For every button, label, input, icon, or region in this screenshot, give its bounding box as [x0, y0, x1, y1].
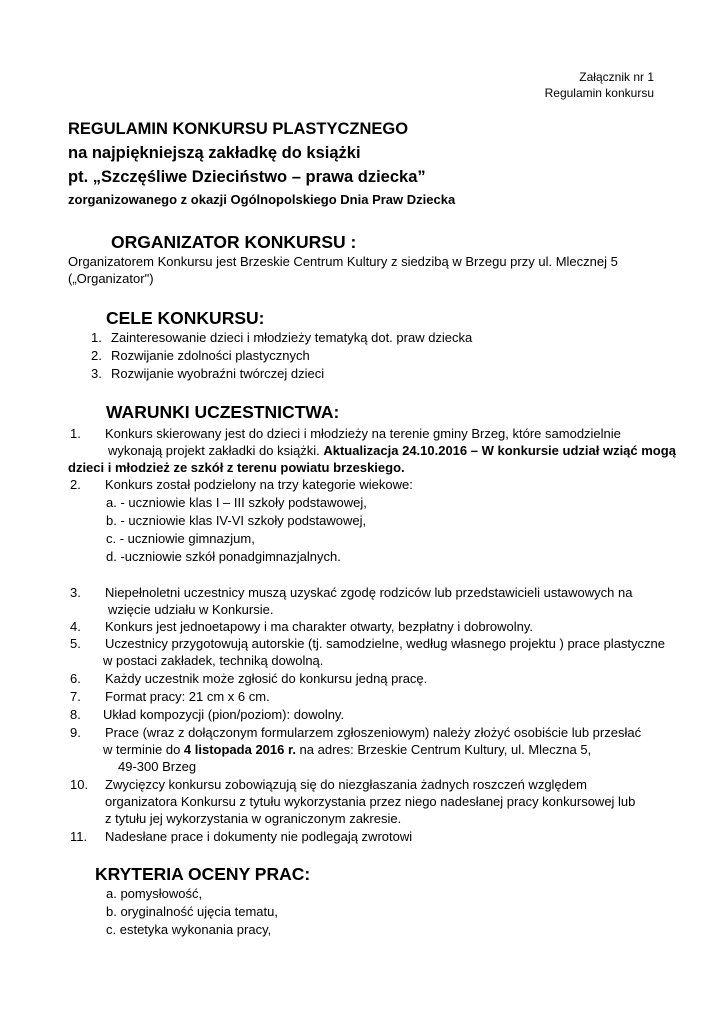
age-category-c: c. - uczniowie gimnazjum,: [106, 531, 255, 546]
condition-2-text: Konkurs został podzielony na trzy kategorie wiekowe:: [105, 477, 413, 492]
age-category-b: b. - uczniowie klas IV-VI szkoły podstawowej,: [106, 513, 367, 528]
title-line-3: pt. „Szczęśliwe Dzieciństwo – prawa dziecka”: [68, 168, 426, 186]
condition-3-line-1: Niepełnoletni uczestnicy muszą uzyskać zgodę rodziców lub przedstawicieli ustawowych na: [105, 585, 633, 600]
condition-num-9: 9.: [70, 725, 81, 740]
criteria-item-b: b. oryginalność ujęcia tematu,: [106, 904, 278, 919]
organizer-text-line-2: („Organizator"): [68, 271, 154, 286]
condition-num-6: 6.: [70, 671, 81, 686]
condition-3-line-2: wzięcie udziału w Konkursie.: [108, 602, 274, 617]
condition-5-line-2: w postaci zakładek, techniką dowolną.: [103, 653, 324, 668]
criteria-item-c: c. estetyka wykonania pracy,: [106, 922, 272, 937]
goals-heading: CELE KONKURSU:: [106, 308, 265, 328]
organizer-heading: ORGANIZATOR KONKURSU :: [111, 232, 357, 252]
condition-1-line-2: wykonają projekt zakładki do książki. Aktualizacja 24.10.2016 – W konkursie udział wziąć mogą: [108, 443, 676, 458]
attachment-label: Załącznik nr 1: [579, 70, 654, 84]
condition-num-5: 5.: [70, 636, 81, 651]
title-line-4: zorganizowanego z okazji Ogólnopolskiego Dnia Praw Dziecka: [68, 192, 456, 207]
condition-num-8: 8.: [70, 707, 81, 722]
condition-11-text: Nadesłane prace i dokumenty nie podlegają zwrotowi: [105, 829, 413, 844]
deadline: 4 listopada 2016 r.: [183, 742, 296, 757]
condition-9-line-1: Prace (wraz z dołączonym formularzem zgłoszeniowym) należy złożyć osobiście lub przesłać: [105, 725, 642, 740]
title-line-2: na najpiękniejszą zakładkę do książki: [68, 144, 361, 162]
condition-10-line-2: organizatora Konkursu z tytułu wykorzystania przez niego nadesłanej pracy konkursowej lub: [105, 794, 636, 809]
condition-5-line-1: Uczestnicy przygotowują autorskie (tj. samodzielne, według własnego projektu ) prace plastyczne: [105, 636, 665, 651]
goals-num-2: 2.: [91, 348, 102, 363]
conditions-heading: WARUNKI UCZESTNICTWA:: [106, 402, 340, 422]
condition-num-2: 2.: [70, 477, 81, 492]
condition-4-text: Konkurs jest jednoetapowy i ma charakter otwarty, bezpłatny i dobrowolny.: [105, 619, 534, 634]
condition-1-line-1: Konkurs skierowany jest do dzieci i młodzieży na terenie gminy Brzeg, które samodzielnie: [105, 426, 621, 441]
condition-num-3: 3.: [70, 585, 81, 600]
condition-7-text: Format pracy: 21 cm x 6 cm.: [105, 689, 270, 704]
age-category-d: d. -uczniowie szkół ponadgimnazjalnych.: [106, 549, 341, 564]
goals-item-3: Rozwijanie wyobraźni twórczej dzieci: [111, 366, 325, 381]
condition-9-line-2: w terminie do 4 listopada 2016 r. na adres: Brzeskie Centrum Kultury, ul. Mleczna 5,: [103, 742, 592, 757]
page-title: REGULAMIN KONKURSU PLASTYCZNEGO: [68, 120, 409, 138]
condition-num-11: 11.: [70, 829, 88, 844]
condition-num-4: 4.: [70, 619, 81, 634]
condition-9-line-3: 49-300 Brzeg: [118, 759, 197, 774]
condition-10-line-3: z tytułu jej wykorzystania w ograniczonym zakresie.: [105, 811, 402, 826]
goals-item-1: Zainteresowanie dzieci i młodzieży tematyką dot. praw dziecka: [111, 330, 473, 345]
condition-1-line-3: dzieci i młodzież ze szkół z terenu powiatu brzeskiego.: [68, 460, 405, 475]
condition-8-text: Układ kompozycji (pion/poziom): dowolny.: [103, 707, 345, 722]
condition-num-1: 1.: [70, 426, 81, 441]
update-notice: Aktualizacja 24.10.2016 – W konkursie udział wziąć mogą: [323, 443, 676, 458]
goals-num-1: 1.: [91, 330, 102, 345]
condition-num-7: 7.: [70, 689, 81, 704]
condition-num-10: 10.: [70, 777, 89, 792]
condition-6-text: Każdy uczestnik może zgłosić do konkursu jedną pracę.: [105, 671, 428, 686]
goals-item-2: Rozwijanie zdolności plastycznych: [111, 348, 310, 363]
regulation-label: Regulamin konkursu: [544, 86, 654, 100]
organizer-text-line-1: Organizatorem Konkursu jest Brzeskie Centrum Kultury z siedzibą w Brzegu przy ul. Mlecznej 5: [68, 254, 618, 269]
condition-10-line-1: Zwycięzcy konkursu zobowiązują się do niezgłaszania żadnych roszczeń względem: [105, 777, 587, 792]
criteria-item-a: a. pomysłowość,: [106, 886, 203, 901]
goals-num-3: 3.: [91, 366, 102, 381]
age-category-a: a. - uczniowie klas I – III szkoły podstawowej,: [106, 495, 367, 510]
criteria-heading: KRYTERIA OCENY PRAC:: [95, 864, 311, 884]
